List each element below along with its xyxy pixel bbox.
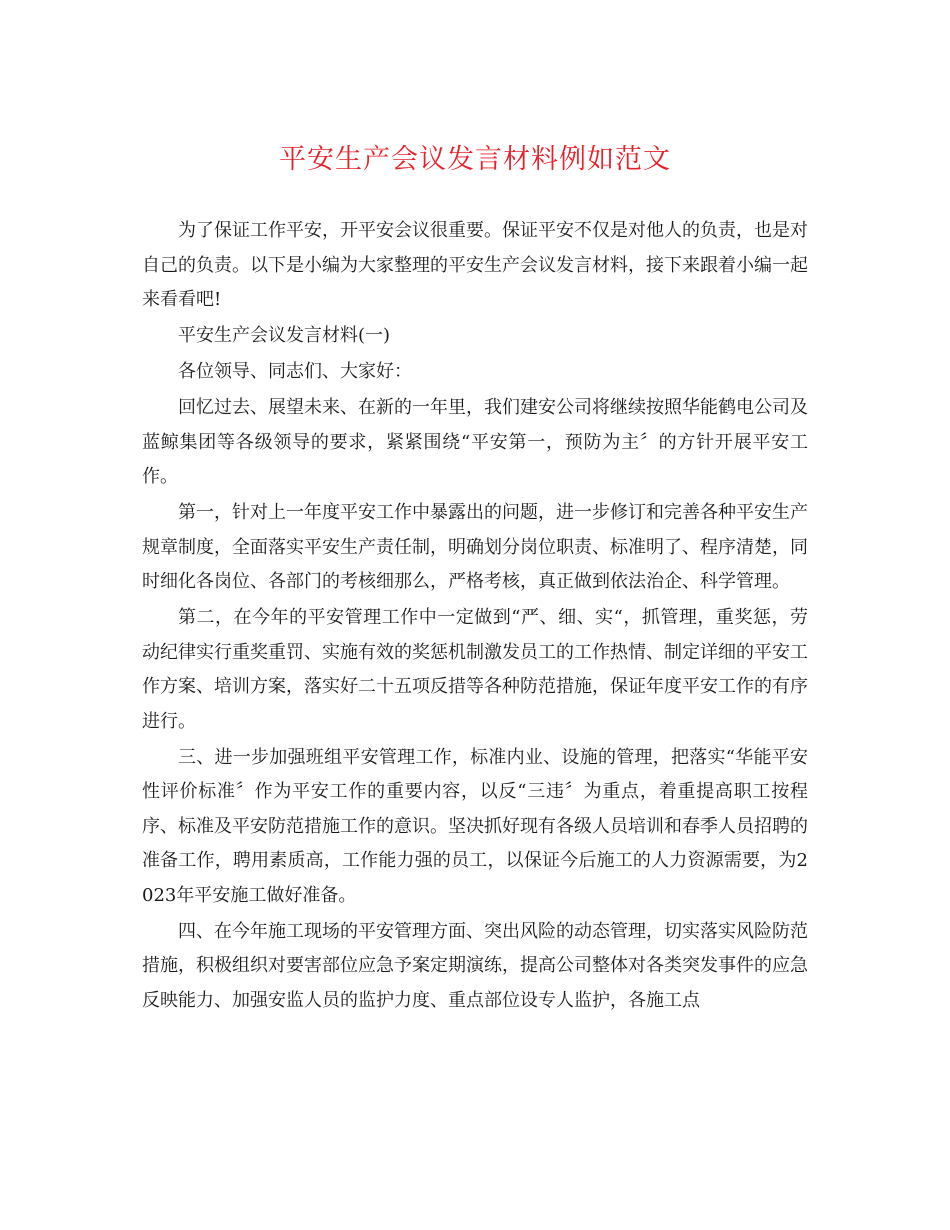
paragraph-greeting: 各位领导、同志们、大家好： xyxy=(178,361,412,382)
paragraph: 回忆过去、展望未来、在新的一年里，我们建安公司将继续按照华能鹤电公司及蓝鲸集团等各级领导的要求，紧紧围绕“平安第一，预防为主〞的方针开展平安工作。 xyxy=(142,397,808,487)
paragraph: 第二，在今年的平安管理工作中一定做到“严、细、实“，抓管理，重奖惩，劳动纪律实行重奖重罚、实施有效的奖惩机制激发员工的工作热情、制定详细的平安工作方案、培训方案，落实好二十五项反措等各种防范措施，保证年度平安工作的有序进行。 xyxy=(142,607,808,732)
document-body xyxy=(142,214,808,1020)
document-title: 平安生产会议发言材料例如范文 xyxy=(279,144,671,175)
section-heading: 平安生产会议发言材料(一) xyxy=(178,325,391,346)
paragraph: 三、进一步加强班组平安管理工作，标准内业、设施的管理，把落实“华能平安性评价标准〞作为平安工作的重要内容，以反“三违〞为重点，着重提高职工按程序、标准及平安防范措施工作的意识。坚决抓好现有各级人员培训和春季人员招聘的准备工作，聘用素质高，工作能力强的员工，以保证今后施工的人力资源需要，为2023年平安施工做好准备。 xyxy=(142,746,808,906)
paragraph: 第一，针对上一年度平安工作中暴露出的问题，进一步修订和完善各种平安生产规章制度，全面落实平安生产责任制，明确划分岗位职责、标准明了、程序清楚，同时细化各岗位、各部门的考核细那么，严格考核，真正做到依法治企、科学管理。 xyxy=(142,502,808,592)
paragraph: 四、在今年施工现场的平安管理方面、突出风险的动态管理，切实落实风险防范措施，积极组织对要害部位应急予案定期演练，提高公司整体对各类突发事件的应急反映能力、加强安监人员的监护力度、重点部位设专人监护，各施工点 xyxy=(142,920,808,1011)
paragraph-intro: 为了保证工作平安，开平安会议很重要。保证平安不仅是对他人的负责，也是对自己的负责。以下是小编为大家整理的平安生产会议发言材料，接下来跟着小编一起来看看吧! xyxy=(142,220,808,310)
